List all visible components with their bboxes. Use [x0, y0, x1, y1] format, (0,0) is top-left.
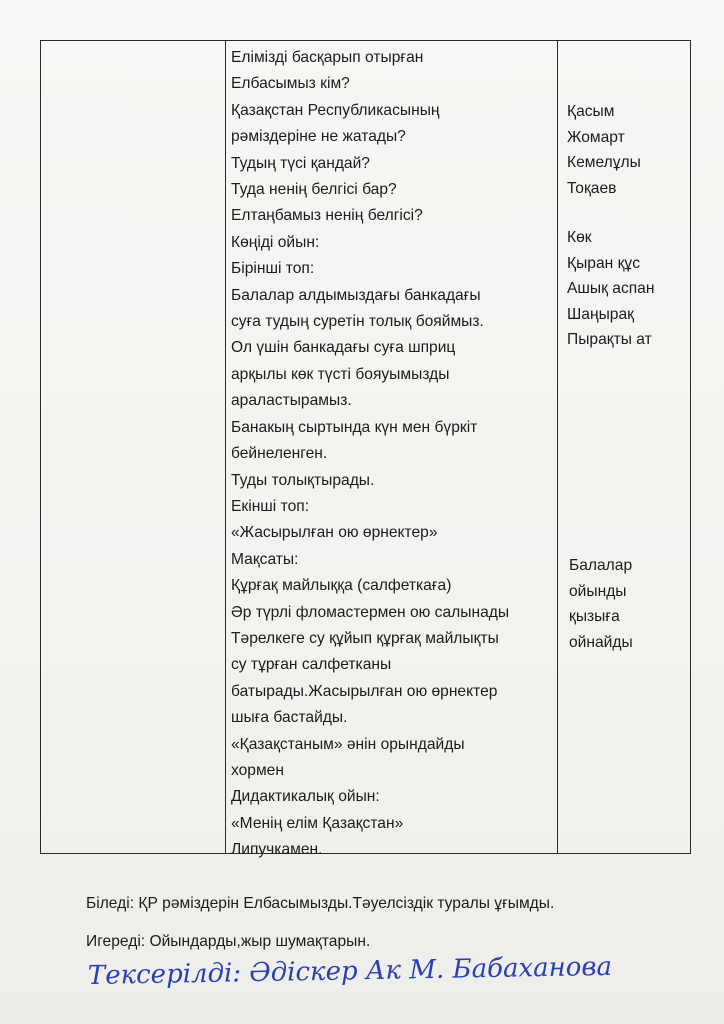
activity-line: Елімізді басқарып отырған: [231, 49, 424, 66]
answer-line: Шаңырақ: [567, 305, 634, 323]
table-divider-left: [225, 41, 226, 853]
activity-line: Банакың сыртында күн мен бүркіт: [231, 418, 478, 436]
activity-line: Ол үшін банкадағы суға шприц: [231, 339, 456, 357]
activity-line: хормен: [231, 761, 284, 779]
activity-line: батырады.Жасырылған ою өрнектер: [231, 682, 498, 700]
activity-line: Туда ненің белгісі бар?: [231, 181, 397, 199]
activity-line: Екінші топ:: [231, 497, 310, 515]
activity-line: Мақсаты:: [231, 550, 299, 568]
activity-line: Туды толықтырады.: [231, 471, 375, 489]
activity-line: шыға бастайды.: [231, 709, 348, 727]
answer-line: Ашық аспан: [567, 280, 655, 298]
footer-masters: Игереді: Ойындарды,жыр шумақтарын.: [86, 933, 371, 950]
activity-line: «Қазақстаным» әнін орындайды: [231, 735, 465, 753]
answer-line: Қасым: [567, 103, 615, 120]
activity-line: Бірінші топ:: [231, 260, 315, 278]
answer-line: қызыға: [569, 608, 620, 626]
activity-line: Липучкамен.: [231, 841, 323, 859]
footer-knows: Біледі: ҚР рәміздерін Елбасымызды.Тәуелсіздік туралы ұғымды.: [86, 895, 555, 912]
activity-line: Құрғақ майлыққа (салфеткаға): [231, 577, 452, 595]
answer-line: Кемелұлы: [567, 154, 641, 172]
activity-line: рәміздеріне не жатады?: [231, 128, 406, 146]
answer-block-symbols: [567, 225, 687, 353]
answer-line: Жомарт: [567, 128, 625, 146]
signature-text: Тексерілді: Әдіскер Ак М. Бабаханова: [87, 951, 613, 991]
answer-line: Пырақты ат: [567, 331, 652, 349]
activity-line: арқылы көк түсті бояуымызды: [231, 365, 450, 383]
answer-line: ойынды: [569, 582, 627, 600]
answer-line: Балалар: [569, 557, 633, 574]
activity-line: су тұрған салфетканы: [231, 656, 392, 674]
activity-line: Елбасымыз кім?: [231, 75, 350, 93]
table-divider-right: [557, 41, 558, 853]
answer-block-children: [569, 553, 689, 655]
activity-line: Қазақстан Республикасының: [231, 101, 440, 119]
answer-line: Көк: [567, 229, 592, 246]
activity-line: бейнеленген.: [231, 445, 328, 463]
activity-line: суға тудың суретін толық бояймыз.: [231, 313, 484, 331]
answer-line: Қыран құс: [567, 254, 640, 272]
answer-block-president: [567, 99, 687, 201]
activity-line: Тәрелкеге су құйып құрғақ майлықты: [231, 629, 499, 647]
activity-line: араластырамыз.: [231, 392, 352, 410]
lesson-table: [40, 40, 691, 859]
activity-line: «Жасырылған ою өрнектер»: [231, 524, 438, 542]
activity-line: Тудың түсі қандай?: [231, 154, 370, 172]
activity-line: Әр түрлі фломастермен ою салынады: [231, 603, 510, 621]
handwritten-signature: [87, 950, 613, 1010]
activity-line: Көңіді ойын:: [231, 233, 320, 251]
activity-line: Елтаңбамыз ненің белгісі?: [231, 207, 423, 225]
activity-line: «Менің елім Қазақстан»: [231, 814, 404, 832]
activity-line: Балалар алдымыздағы банкадағы: [231, 286, 481, 304]
answer-line: Тоқаев: [567, 179, 617, 197]
answer-line: ойнайды: [569, 633, 633, 651]
activity-line: Дидактикалық ойын:: [231, 788, 380, 806]
activity-column: [231, 45, 557, 864]
